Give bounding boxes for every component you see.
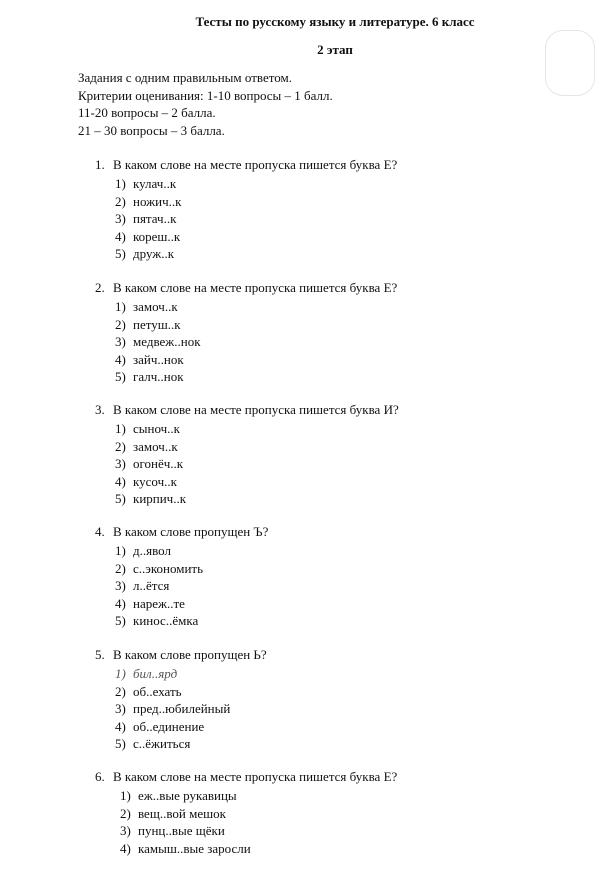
answer-option	[115, 666, 177, 682]
option-number: 3)	[115, 211, 126, 226]
option-number: 2)	[115, 438, 126, 454]
stage-heading: 2 этап	[317, 42, 353, 57]
option-text: об..единение	[133, 718, 205, 734]
option-text: л..ётся	[133, 578, 170, 593]
option-text: кирпич..к	[133, 491, 187, 506]
answer-option	[115, 561, 203, 577]
option-number: 4)	[115, 228, 126, 244]
option-number: 4)	[115, 718, 126, 734]
option-number: 5)	[115, 369, 126, 384]
option-number: 1)	[115, 421, 126, 436]
answer-option	[115, 246, 174, 262]
answer-option	[115, 334, 201, 350]
intro-line: 11-20 вопросы – 2 балла.	[78, 105, 216, 120]
option-number: 1)	[120, 788, 131, 803]
answer-option	[115, 491, 186, 507]
option-text: еж..вые рукавицы	[138, 788, 237, 803]
option-text: петуш..к	[133, 316, 181, 332]
option-number: 4)	[115, 473, 126, 489]
document-title: Тесты по русскому языку и литературе. 6 класс	[195, 14, 475, 29]
option-number: 5)	[115, 491, 126, 506]
option-number: 2)	[115, 193, 126, 209]
answer-option	[115, 439, 178, 455]
option-text: об..ехать	[133, 683, 182, 699]
answer-option	[120, 841, 251, 857]
answer-option	[115, 474, 177, 490]
option-number: 3)	[120, 823, 131, 838]
answer-option	[120, 788, 237, 804]
option-text: огонёч..к	[133, 456, 184, 471]
option-text: вещ..вой мешок	[138, 805, 226, 821]
option-text: с..экономить	[133, 560, 204, 576]
intro-line: Критерии оценивания: 1-10 вопросы – 1 балл.	[78, 88, 333, 103]
option-number: 5)	[115, 613, 126, 628]
answer-option	[115, 596, 185, 612]
option-number: 2)	[120, 805, 131, 821]
answer-option	[115, 701, 230, 717]
question-text: В каком слове пропущен Ъ?	[113, 524, 269, 539]
question-number: 3.	[95, 402, 105, 417]
answer-option	[115, 211, 176, 227]
option-number: 2)	[115, 560, 126, 576]
question-number: 5.	[95, 647, 105, 662]
answer-option	[115, 543, 171, 559]
question-text: В каком слове на месте пропуска пишется буква И?	[113, 402, 399, 417]
answer-option	[115, 317, 181, 333]
option-number: 2)	[115, 316, 126, 332]
question-text: В каком слове пропущен Ь?	[113, 647, 267, 662]
option-text: д..явол	[133, 543, 171, 558]
answer-option	[115, 369, 184, 385]
answer-option	[120, 806, 226, 822]
answer-option	[115, 421, 180, 437]
option-number: 5)	[115, 246, 126, 261]
question-text: В каком слове на месте пропуска пишется буква Е?	[113, 769, 398, 784]
option-text: замоч..к	[133, 299, 178, 314]
question-number: 1.	[95, 157, 105, 172]
option-number: 4)	[115, 351, 126, 367]
intro-line: 21 – 30 вопросы – 3 балла.	[78, 123, 225, 138]
option-text: камыш..вые заросли	[138, 840, 251, 856]
answer-option	[115, 578, 169, 594]
option-text: нареж..те	[133, 595, 185, 611]
option-text: ножич..к	[133, 193, 182, 209]
option-text: кулач..к	[133, 176, 177, 191]
option-number: 1)	[115, 666, 126, 681]
intro-line: Задания с одним правильным ответом.	[78, 70, 292, 85]
option-text: кусоч..к	[133, 473, 177, 489]
question-text: В каком слове на месте пропуска пишется буква Е?	[113, 280, 398, 295]
answer-option	[115, 176, 176, 192]
answer-option	[115, 719, 204, 735]
option-text: с..ёжиться	[133, 736, 191, 751]
option-number: 4)	[115, 595, 126, 611]
option-text: пред..юбилейный	[133, 701, 231, 716]
answer-option	[115, 684, 182, 700]
answer-option	[115, 352, 184, 368]
question-number: 2.	[95, 280, 105, 295]
option-text: кинос..ёмка	[133, 613, 199, 628]
option-number: 2)	[115, 683, 126, 699]
answer-option	[115, 456, 183, 472]
option-text: пунц..вые щёки	[138, 823, 225, 838]
option-text: галч..нок	[133, 369, 184, 384]
option-number: 4)	[120, 840, 131, 856]
option-number: 3)	[115, 334, 126, 349]
option-text: зайч..нок	[133, 351, 184, 367]
answer-option	[120, 823, 225, 839]
question-number: 4.	[95, 524, 105, 539]
option-text: медвеж..нок	[133, 334, 201, 349]
option-text: друж..к	[133, 246, 175, 261]
answer-option	[115, 299, 178, 315]
option-number: 1)	[115, 543, 126, 558]
question-text: В каком слове на месте пропуска пишется буква Е?	[113, 157, 398, 172]
option-text: сыноч..к	[133, 421, 180, 436]
answer-option	[115, 613, 198, 629]
option-number: 3)	[115, 578, 126, 593]
option-text: замоч..к	[133, 438, 178, 454]
answer-option	[115, 736, 190, 752]
option-number: 3)	[115, 701, 126, 716]
option-text: пятач..к	[133, 211, 177, 226]
option-number: 1)	[115, 176, 126, 191]
answer-option	[115, 229, 180, 245]
question-number: 6.	[95, 769, 105, 784]
decorative-rounded-frame	[545, 30, 595, 96]
option-text: кореш..к	[133, 228, 181, 244]
option-number: 3)	[115, 456, 126, 471]
option-text: бил..ярд	[133, 666, 178, 681]
answer-option	[115, 194, 181, 210]
option-number: 1)	[115, 299, 126, 314]
option-number: 5)	[115, 736, 126, 751]
